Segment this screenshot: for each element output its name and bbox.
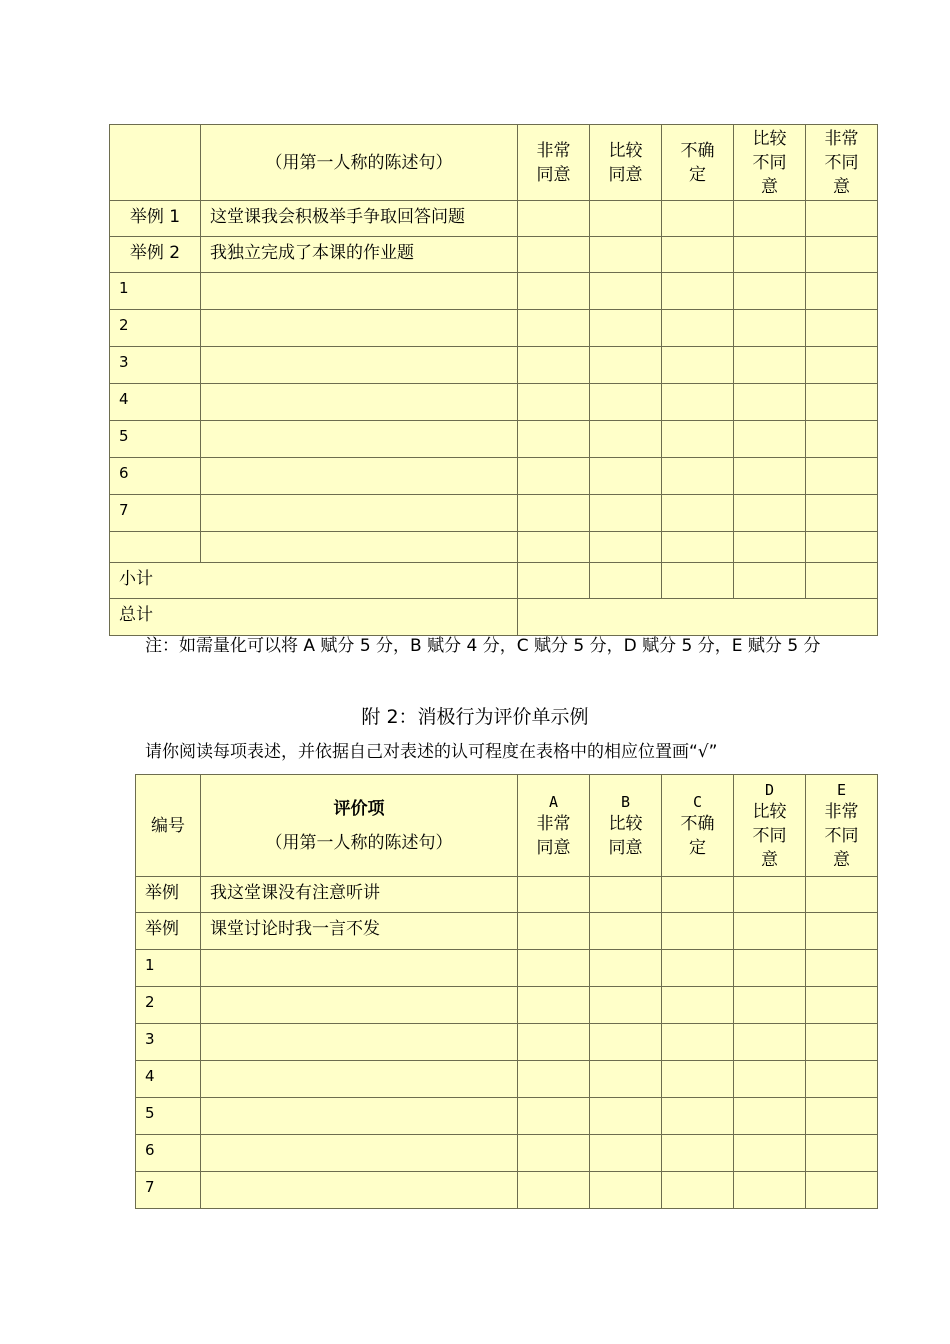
- rating-cell[interactable]: [734, 532, 806, 563]
- rating-cell[interactable]: [518, 1061, 590, 1098]
- rating-cell[interactable]: [662, 458, 734, 495]
- rating-cell[interactable]: [806, 201, 878, 237]
- table-row: [110, 237, 878, 273]
- header-b-agree: B 比较 同意: [590, 775, 662, 877]
- rating-cell[interactable]: [734, 273, 806, 310]
- evaluation-table-1: [109, 124, 878, 636]
- row-number: 7: [136, 1172, 201, 1209]
- row-statement[interactable]: [201, 310, 518, 347]
- row-statement: 我这堂课没有注意听讲: [201, 877, 518, 913]
- header-disagree: 比较 不同 意: [734, 125, 806, 201]
- rating-cell[interactable]: [518, 1172, 590, 1209]
- evaluation-table-2: [135, 774, 878, 1209]
- rating-cell[interactable]: [806, 273, 878, 310]
- rating-cell[interactable]: [518, 532, 590, 563]
- rating-cell[interactable]: [662, 310, 734, 347]
- header-unsure: 不确 定: [662, 125, 734, 201]
- rating-cell[interactable]: [518, 1024, 590, 1061]
- header-d-disagree: D 比较 不同 意: [734, 775, 806, 877]
- table-row: [110, 201, 878, 237]
- table-row: [136, 1172, 878, 1209]
- table-row: [136, 950, 878, 987]
- row-number: 2: [136, 987, 201, 1024]
- rating-cell[interactable]: [734, 421, 806, 458]
- rating-cell[interactable]: [734, 347, 806, 384]
- rating-cell[interactable]: [806, 347, 878, 384]
- rating-cell[interactable]: [662, 237, 734, 273]
- rating-cell[interactable]: [662, 1098, 734, 1135]
- row-statement[interactable]: [201, 532, 518, 563]
- row-number: 6: [110, 458, 201, 495]
- rating-cell[interactable]: [806, 532, 878, 563]
- rating-cell[interactable]: [662, 495, 734, 532]
- row-statement[interactable]: [201, 495, 518, 532]
- header-statement: （用第一人称的陈述句）: [201, 125, 518, 201]
- rating-cell[interactable]: [590, 1098, 662, 1135]
- rating-cell[interactable]: [518, 877, 590, 913]
- rating-cell[interactable]: [518, 458, 590, 495]
- rating-cell[interactable]: [518, 384, 590, 421]
- header-strongly-disagree: 非常 不同 意: [806, 125, 878, 201]
- rating-cell[interactable]: [806, 458, 878, 495]
- rating-cell[interactable]: [662, 1135, 734, 1172]
- rating-cell[interactable]: [806, 421, 878, 458]
- table-row: [110, 273, 878, 310]
- rating-cell[interactable]: [734, 913, 806, 950]
- rating-cell[interactable]: [590, 273, 662, 310]
- rating-cell[interactable]: [734, 201, 806, 237]
- row-label: 举例: [136, 913, 201, 950]
- row-number: 5: [110, 421, 201, 458]
- section-instructions: 请你阅读每项表述，并依据自己对表述的认可程度在表格中的相应位置画“√”: [145, 742, 718, 762]
- rating-cell[interactable]: [662, 950, 734, 987]
- total-label: 总计: [110, 599, 518, 636]
- row-statement[interactable]: [201, 273, 518, 310]
- row-statement[interactable]: [201, 1135, 518, 1172]
- row-statement: 课堂讨论时我一言不发: [201, 913, 518, 950]
- rating-cell[interactable]: [734, 877, 806, 913]
- rating-cell[interactable]: [734, 310, 806, 347]
- rating-cell[interactable]: [590, 877, 662, 913]
- rating-cell[interactable]: [734, 237, 806, 273]
- rating-cell[interactable]: [662, 201, 734, 237]
- rating-cell[interactable]: [590, 532, 662, 563]
- table-row: [136, 987, 878, 1024]
- total-row: [110, 599, 878, 636]
- rating-cell[interactable]: [590, 1135, 662, 1172]
- row-statement[interactable]: [201, 950, 518, 987]
- rating-cell[interactable]: [662, 913, 734, 950]
- rating-cell[interactable]: [734, 1061, 806, 1098]
- rating-cell[interactable]: [806, 310, 878, 347]
- row-number: 6: [136, 1135, 201, 1172]
- header-agree: 比较 同意: [590, 125, 662, 201]
- rating-cell[interactable]: [662, 347, 734, 384]
- rating-cell[interactable]: [590, 1172, 662, 1209]
- rating-cell[interactable]: [806, 913, 878, 950]
- rating-cell[interactable]: [518, 347, 590, 384]
- rating-cell[interactable]: [806, 1172, 878, 1209]
- rating-cell[interactable]: [590, 458, 662, 495]
- table-header-row: [110, 125, 878, 201]
- row-number: 1: [136, 950, 201, 987]
- row-statement[interactable]: [201, 347, 518, 384]
- rating-cell[interactable]: [806, 1098, 878, 1135]
- header-number: 编号: [136, 775, 201, 877]
- rating-cell[interactable]: [662, 1172, 734, 1209]
- rating-cell[interactable]: [590, 950, 662, 987]
- rating-cell[interactable]: [662, 532, 734, 563]
- rating-cell[interactable]: [590, 310, 662, 347]
- table-row: [110, 347, 878, 384]
- row-statement[interactable]: [201, 1061, 518, 1098]
- rating-cell[interactable]: [806, 987, 878, 1024]
- rating-cell[interactable]: [590, 421, 662, 458]
- rating-cell[interactable]: [590, 495, 662, 532]
- header-blank-cell: [110, 125, 201, 201]
- rating-cell[interactable]: [806, 1024, 878, 1061]
- rating-cell[interactable]: [518, 237, 590, 273]
- header-c-unsure: C 不确 定: [662, 775, 734, 877]
- rating-cell[interactable]: [806, 237, 878, 273]
- subtotal-cell[interactable]: [662, 563, 734, 599]
- table-row: [136, 1135, 878, 1172]
- rating-cell[interactable]: [806, 495, 878, 532]
- rating-cell[interactable]: [662, 421, 734, 458]
- rating-cell[interactable]: [590, 237, 662, 273]
- subtotal-cell[interactable]: [518, 563, 590, 599]
- row-number: 3: [110, 347, 201, 384]
- row-statement: 我独立完成了本课的作业题: [201, 237, 518, 273]
- row-number: 1: [110, 273, 201, 310]
- header-item: 评价项 （用第一人称的陈述句）: [201, 775, 518, 877]
- row-label: 举例 2: [110, 237, 201, 273]
- row-number: 3: [136, 1024, 201, 1061]
- rating-cell[interactable]: [590, 384, 662, 421]
- rating-cell[interactable]: [590, 347, 662, 384]
- row-number: 2: [110, 310, 201, 347]
- row-number: 5: [136, 1098, 201, 1135]
- rating-cell[interactable]: [806, 1135, 878, 1172]
- rating-cell[interactable]: [518, 987, 590, 1024]
- table-row: [136, 913, 878, 950]
- rating-cell[interactable]: [734, 987, 806, 1024]
- header-e-strongly-disagree: E 非常 不同 意: [806, 775, 878, 877]
- row-number: [110, 532, 201, 563]
- row-statement[interactable]: [201, 384, 518, 421]
- subtotal-cell[interactable]: [590, 563, 662, 599]
- row-statement[interactable]: [201, 458, 518, 495]
- rating-cell[interactable]: [662, 987, 734, 1024]
- section-title: 附 2：消极行为评价单示例: [361, 706, 589, 728]
- table-row: [110, 310, 878, 347]
- rating-cell[interactable]: [734, 1098, 806, 1135]
- rating-cell[interactable]: [518, 1135, 590, 1172]
- rating-cell[interactable]: [518, 310, 590, 347]
- rating-cell[interactable]: [734, 1172, 806, 1209]
- rating-cell[interactable]: [518, 273, 590, 310]
- rating-cell[interactable]: [662, 1061, 734, 1098]
- table-row: [110, 495, 878, 532]
- rating-cell[interactable]: [518, 495, 590, 532]
- rating-cell[interactable]: [734, 495, 806, 532]
- table-row: [136, 877, 878, 913]
- rating-cell[interactable]: [518, 421, 590, 458]
- table-row: [110, 458, 878, 495]
- row-statement: 这堂课我会积极举手争取回答问题: [201, 201, 518, 237]
- rating-cell[interactable]: [806, 950, 878, 987]
- subtotal-cell[interactable]: [734, 563, 806, 599]
- rating-cell[interactable]: [734, 458, 806, 495]
- rating-cell[interactable]: [734, 1024, 806, 1061]
- rating-cell[interactable]: [590, 201, 662, 237]
- row-label: 举例 1: [110, 201, 201, 237]
- table-row: [110, 421, 878, 458]
- rating-cell[interactable]: [806, 384, 878, 421]
- rating-cell[interactable]: [518, 1098, 590, 1135]
- table-row: [110, 384, 878, 421]
- rating-cell[interactable]: [590, 1024, 662, 1061]
- rating-cell[interactable]: [518, 950, 590, 987]
- rating-cell[interactable]: [806, 1061, 878, 1098]
- row-statement[interactable]: [201, 987, 518, 1024]
- row-statement[interactable]: [201, 1172, 518, 1209]
- subtotal-row: [110, 563, 878, 599]
- subtotal-cell[interactable]: [806, 563, 878, 599]
- row-number: 7: [110, 495, 201, 532]
- rating-cell[interactable]: [734, 384, 806, 421]
- subtotal-label: 小计: [110, 563, 518, 599]
- rating-cell[interactable]: [590, 987, 662, 1024]
- rating-cell[interactable]: [518, 913, 590, 950]
- header-a-strongly-agree: A 非常 同意: [518, 775, 590, 877]
- row-number: 4: [110, 384, 201, 421]
- table-header-row: [136, 775, 878, 877]
- rating-cell[interactable]: [806, 877, 878, 913]
- header-strongly-agree: 非常 同意: [518, 125, 590, 201]
- rating-cell[interactable]: [590, 913, 662, 950]
- rating-cell[interactable]: [662, 384, 734, 421]
- rating-cell[interactable]: [662, 877, 734, 913]
- rating-cell[interactable]: [590, 1061, 662, 1098]
- total-cell[interactable]: [518, 599, 878, 636]
- row-statement[interactable]: [201, 1024, 518, 1061]
- rating-cell[interactable]: [734, 950, 806, 987]
- rating-cell[interactable]: [662, 273, 734, 310]
- table-row: [136, 1024, 878, 1061]
- table-row: [136, 1098, 878, 1135]
- row-statement[interactable]: [201, 1098, 518, 1135]
- rating-cell[interactable]: [734, 1135, 806, 1172]
- table-row: [136, 1061, 878, 1098]
- row-statement[interactable]: [201, 421, 518, 458]
- row-label: 举例: [136, 877, 201, 913]
- table-row: [110, 532, 878, 563]
- row-number: 4: [136, 1061, 201, 1098]
- rating-cell[interactable]: [662, 1024, 734, 1061]
- rating-cell[interactable]: [518, 201, 590, 237]
- scoring-note: 注：如需量化可以将 A 赋分 5 分，B 赋分 4 分，C 赋分 5 分，D 赋分 5 分，E 赋分 5 分: [145, 636, 821, 656]
